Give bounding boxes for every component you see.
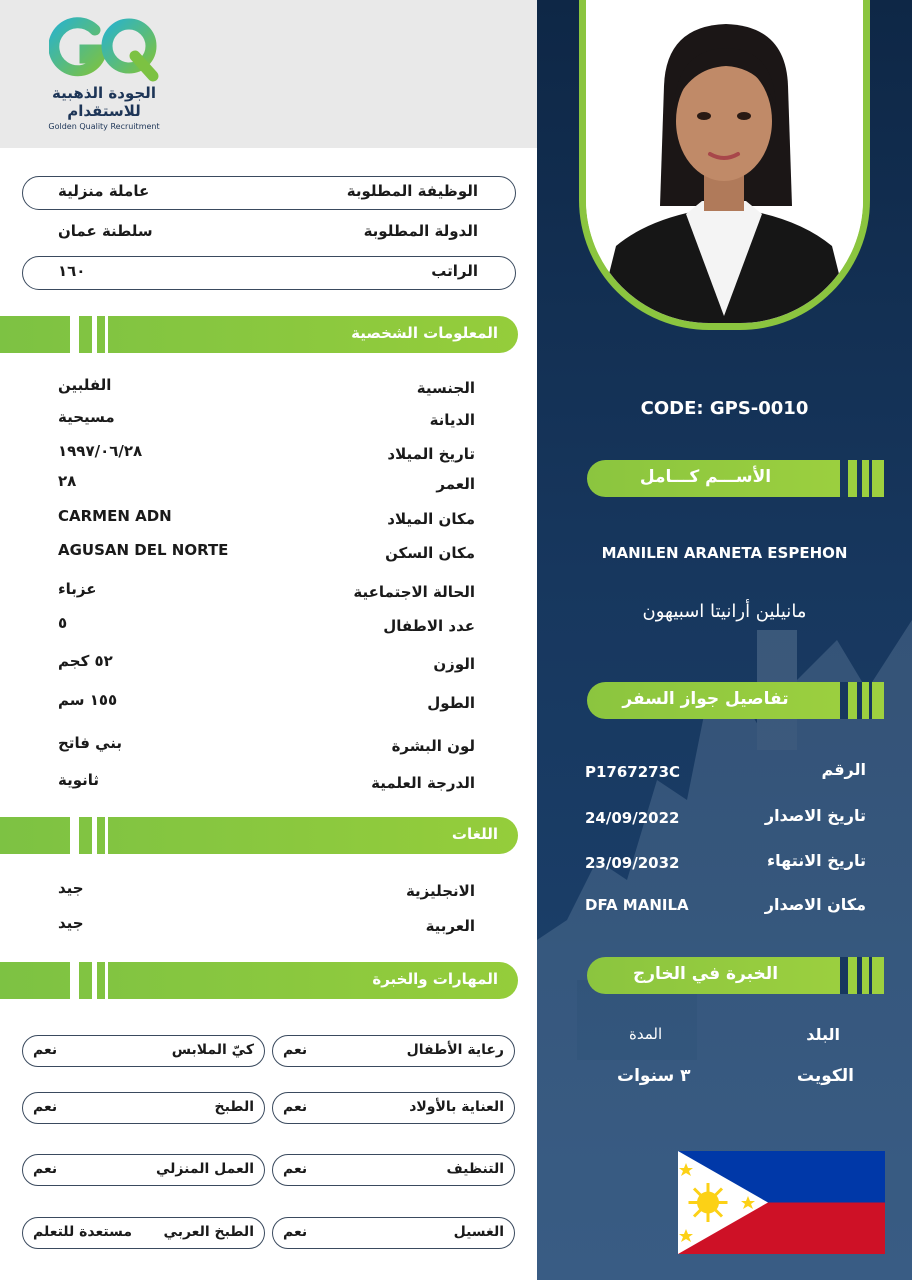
personal-row [0, 507, 537, 535]
row-label: الجنسية [416, 379, 475, 397]
company-logo [34, 12, 174, 140]
row-label: الديانة [429, 411, 475, 429]
row-value: ١٩٩٧/٠٦/٢٨ [58, 442, 143, 460]
row-label: الحالة الاجتماعية [353, 583, 475, 601]
skills-section-title: المهارات والخبرة [372, 970, 498, 988]
row-value: ١٥٥ سم [58, 691, 118, 709]
skill-pill [272, 1092, 515, 1124]
philippines-flag-icon [678, 1151, 885, 1254]
skill-pill [272, 1217, 515, 1249]
salary-row [22, 256, 516, 290]
passport-label: تاريخ الاصدار [764, 806, 866, 825]
skill-pill [272, 1154, 515, 1186]
skill-name: الغسيل [453, 1224, 504, 1240]
skill-pill [22, 1217, 265, 1249]
row-label: تاريخ الميلاد [387, 445, 475, 463]
experience-section-header [587, 957, 884, 994]
row-value: بني فاتح [58, 734, 123, 752]
skill-name: الطبخ [214, 1099, 254, 1115]
languages-section-title: اللغات [451, 825, 498, 843]
language-level: جيد [58, 879, 84, 897]
personal-section-header [0, 316, 518, 353]
personal-section-title: المعلومات الشخصية [351, 324, 498, 342]
passport-value: 23/09/2032 [585, 854, 680, 872]
skill-value: نعم [33, 1099, 58, 1115]
fullname-section-title: الأســـم كـــامل [639, 467, 772, 487]
experience-section-title: الخبرة في الخارج [632, 964, 779, 984]
skill-value: نعم [283, 1224, 308, 1240]
personal-row [0, 376, 537, 404]
passport-label: مكان الاصدار [764, 895, 866, 914]
language-row [0, 879, 537, 907]
position-value: عاملة منزلية [58, 182, 150, 200]
passport-value: 24/09/2022 [585, 809, 680, 827]
skill-pill [22, 1154, 265, 1186]
skill-pill [22, 1035, 265, 1067]
experience-duration: ٣ سنوات [617, 1066, 691, 1086]
experience-country: الكويت [796, 1066, 854, 1086]
row-value: AGUSAN DEL NORTE [58, 541, 229, 559]
passport-label: الرقم [821, 760, 866, 779]
skill-value: نعم [33, 1042, 58, 1058]
personal-row [0, 541, 537, 569]
language-level: جيد [58, 914, 84, 932]
skill-name: رعاية الأطفال [406, 1042, 504, 1058]
experience-duration-header: المدة [629, 1025, 663, 1043]
row-label: الوزن [433, 655, 475, 673]
row-value: الفلبين [58, 376, 112, 394]
profile-panel [537, 0, 912, 1280]
applicant-code: CODE: GPS-0010 [640, 398, 809, 419]
row-value: ثانوية [58, 771, 100, 789]
personal-row [0, 472, 537, 500]
language-label: الانجليزية [405, 882, 475, 900]
row-label: الطول [427, 694, 475, 712]
row-label: العمر [436, 475, 475, 493]
country-value: سلطنة عمان [58, 222, 153, 240]
row-value: ٥٢ كجم [58, 652, 113, 670]
skill-pill [272, 1035, 515, 1067]
row-label: عدد الاطفال [383, 617, 475, 635]
skill-value: مستعدة للتعلم [33, 1224, 133, 1240]
language-row [0, 914, 537, 942]
personal-row [0, 442, 537, 470]
skill-name: كيّ الملابس [171, 1042, 254, 1058]
language-label: العربية [425, 917, 475, 935]
gq-logo-icon [49, 12, 159, 84]
row-value: عزباء [58, 580, 97, 598]
salary-value: ١٦٠ [58, 262, 86, 280]
passport-label: تاريخ الانتهاء [766, 851, 866, 870]
experience-country-header: البلد [806, 1025, 840, 1044]
row-value: ٥ [58, 614, 68, 632]
skill-value: نعم [283, 1042, 308, 1058]
personal-row [0, 652, 537, 680]
personal-row [0, 614, 537, 642]
country-label: الدولة المطلوبة [363, 222, 478, 240]
row-label: مكان السكن [385, 544, 475, 562]
skill-value: نعم [283, 1161, 308, 1177]
name-english: MANILEN ARANETA ESPEHON [601, 544, 848, 562]
row-value: مسيحية [58, 408, 115, 426]
row-value: CARMEN ADN [58, 507, 172, 525]
personal-row [0, 734, 537, 762]
personal-row [0, 771, 537, 799]
logo-arabic-name: الجودة الذهبية للاستقدام [52, 84, 156, 120]
name-arabic: مانيلين أرانيتا اسبيهون [642, 601, 807, 622]
personal-row [0, 408, 537, 436]
languages-section-header [0, 817, 518, 854]
logo-english-name: Golden Quality Recruitment [48, 122, 160, 131]
personal-row [0, 691, 537, 719]
salary-label: الراتب [431, 262, 478, 280]
skill-name: العمل المنزلي [156, 1161, 254, 1177]
personal-row [0, 580, 537, 608]
skill-pill [22, 1092, 265, 1124]
row-label: مكان الميلاد [387, 510, 475, 528]
skills-section-header [0, 962, 518, 999]
position-label: الوظيفة المطلوبة [346, 182, 478, 200]
fullname-section-header [587, 460, 884, 497]
position-row [22, 176, 516, 210]
row-label: لون البشرة [391, 737, 475, 755]
logo-header [0, 0, 537, 148]
row-label: الدرجة العلمية [371, 774, 475, 792]
skill-name: العناية بالأولاد [409, 1099, 504, 1115]
passport-value: P1767273C [585, 763, 681, 781]
passport-section-title: تفاصيل جواز السفر [622, 689, 789, 709]
passport-value: DFA MANILA [585, 896, 689, 914]
skill-name: الطبخ العربي [163, 1224, 254, 1240]
passport-section-header [587, 682, 884, 719]
skill-value: نعم [33, 1161, 58, 1177]
row-value: ٢٨ [58, 472, 77, 490]
applicant-photo [579, 0, 870, 330]
skill-value: نعم [283, 1099, 308, 1115]
skill-name: التنظيف [446, 1161, 504, 1177]
country-row [22, 216, 516, 250]
